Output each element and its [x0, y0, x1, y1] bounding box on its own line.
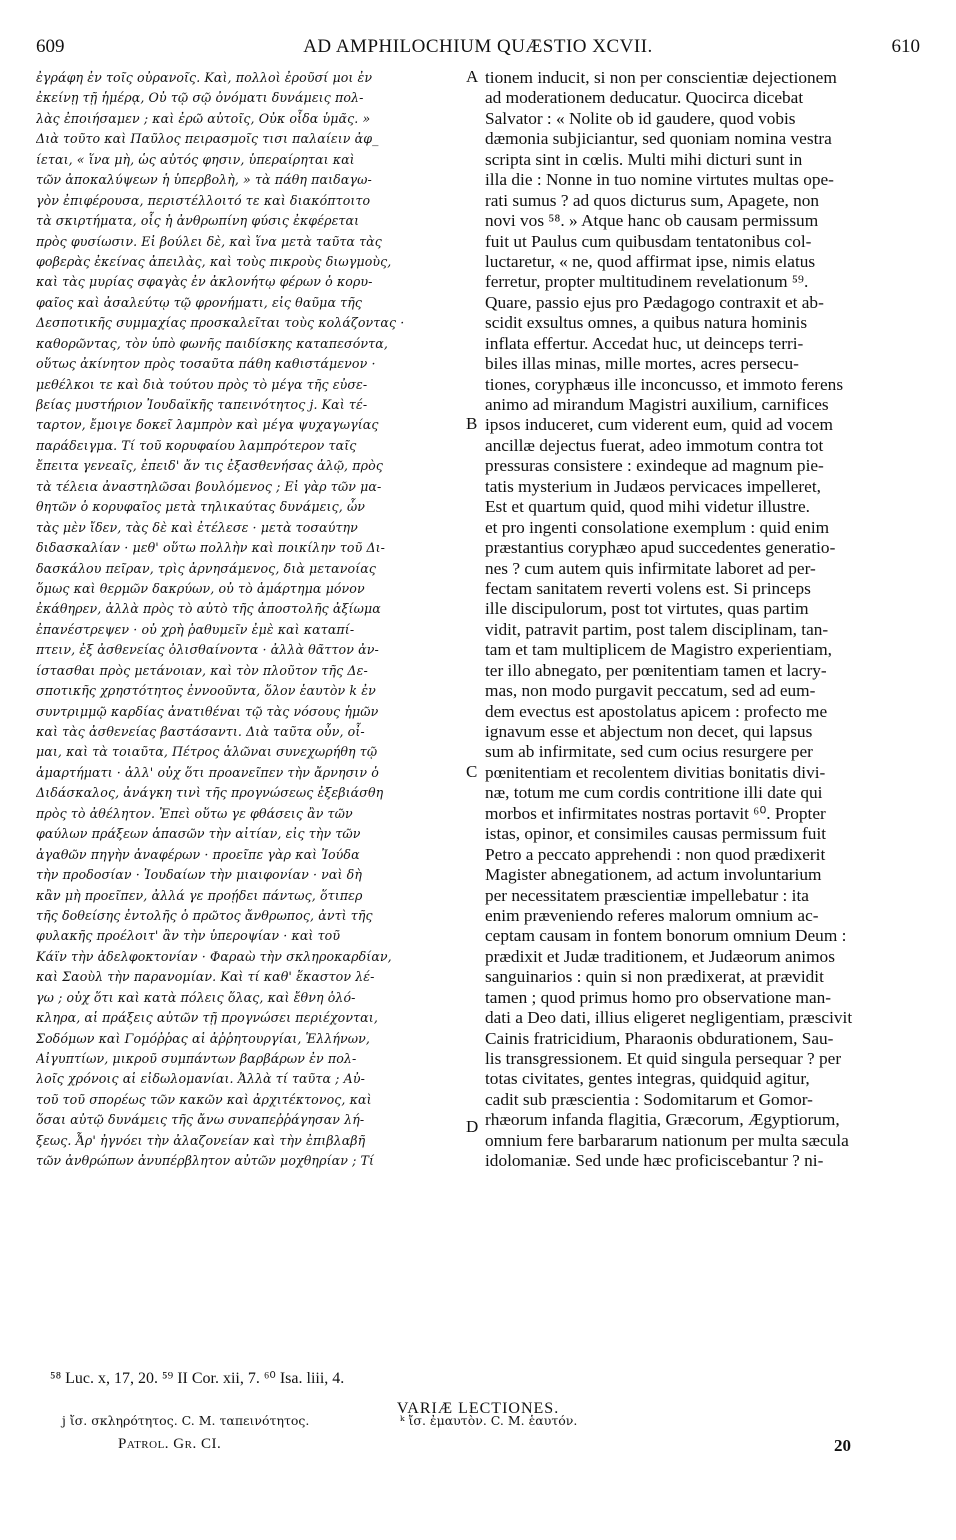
footnotes: ⁵⁸ Luc. x, 17, 20. ⁵⁹ II Cor. xii, 7. ⁶⁰ Isa. liii, 4.: [50, 1370, 345, 1387]
printer-signature: Patrol. Gr. CI.: [118, 1436, 222, 1452]
latin-text-line: tiones, coryphæus ille inconcusso, et immoto ferens: [485, 374, 844, 394]
page-number-right: 610: [891, 36, 920, 57]
greek-text-line: Δεσποτικῆς συμμαχίας προσκαλεῖται τοὺς κολάζοντας ·: [36, 315, 405, 331]
greek-text-line: γὸν ἐπιφέρουσα, περιστέλλοιτό τε καὶ διακόπτοιτο: [36, 192, 371, 208]
latin-text-line: biles illas minas, mille mortes, acres persecu-: [485, 354, 799, 374]
latin-text-line: tionem inducit, si non per conscientiæ dejectionem: [485, 68, 837, 87]
greek-text-line: καθορῶντας, τὸν ὑπὸ φωνῆς παιδίσκης καταπεσόντα,: [36, 335, 388, 351]
latin-text-line: vidit, patravit partim, post talem disciplinam, tan-: [485, 619, 829, 639]
greek-text-line: ἀγαθῶν πηγὴν ἀναφέρων · προεῖπε γὰρ καὶ Ἰούδα: [36, 846, 360, 862]
greek-text-line: κἂν μὴ προεῖπεν, ἀλλά γε προῄδει πάντως, ὅτιπερ: [36, 887, 363, 903]
latin-column: [485, 68, 920, 1172]
latin-text-line: Est et quartum quid, quod mihi videtur illustre.: [485, 497, 810, 517]
latin-text-line: Magister abnegationem, ad actum involuntarium: [485, 865, 822, 885]
latin-text-line: animo ad mirandum Magistri auxilium, carnifices: [485, 395, 829, 414]
latin-text-line: ter illo abnegato, per pœnitentiam tamen et lacry-: [485, 660, 827, 680]
latin-text-line: tatis mysterium in Judæos pervicaces impelleret,: [485, 476, 821, 496]
greek-text-line: ὅμως καὶ θερμῶν δακρύων, οὐ τὸ ἁμάρτημα μόνον: [36, 580, 365, 596]
greek-text-line: τὰ τέλεια ἀναστηλῶσαι βουλόμενος ; Εἰ γὰρ τῶν μα-: [36, 478, 382, 494]
latin-text-line: prædixit et Judæ traditionem, et Judæorum animos: [485, 946, 835, 966]
latin-text-line: ad moderationem deducatur. Quocirca dicebat: [485, 88, 804, 108]
greek-text-line: τῶν ἀποκαλύψεων ἡ ὑπερβολὴ, » τὰ πάθη παιδαγω-: [36, 172, 372, 188]
latin-text-line: sum ab infirmitate, sed cum ocius resurgere per: [485, 742, 813, 762]
latin-text-line: scidit exsultus omnes, a quibus natura hominis: [485, 313, 808, 333]
latin-text-line: istas, opinor, et consimiles causas permissum fuit: [485, 824, 827, 844]
latin-text-line: fectam sanitatem reverti volens est. Si princeps: [485, 578, 811, 598]
greek-text-line: μαι, καὶ τὰ τοιαῦτα, Πέτρος ἁλῶναι συνεχωρήθη τῷ: [36, 744, 378, 760]
running-header: [36, 36, 920, 62]
latin-text-line: Quare, passio ejus pro Pædagogo contraxit et ab-: [485, 292, 824, 312]
latin-text-line: inflata effertur. Accedat huc, ut deinceps terri-: [485, 333, 804, 353]
greek-text-line: τῶν ἀνθρώπων ἀνυπέρβλητον αὐτῶν μοχθηρίαν ; Τί: [36, 1153, 375, 1169]
variant-reading-k: ᵏ ἴσ. ἐμαυτὸν. C. M. ἑαυτόν.: [400, 1413, 578, 1428]
latin-text-line: enim præveniendo referes malorum omnium ac-: [485, 905, 819, 925]
latin-text-line: Cainis fratricidium, Pharaonis obdurationem, Sau-: [485, 1028, 834, 1048]
latin-text-line: et pro ingenti consolatione exemplum : quid enim: [485, 517, 830, 537]
greek-text-line: ταρτον, ἔμοιγε δοκεῖ λαμπρὸν καὶ μέγα ψυχαγωγίας: [36, 417, 379, 433]
latin-text-line: tamen ; quod primus homo pro observatione man-: [485, 987, 832, 1007]
variant-reading-j: j ἴσ. σκληρότητος. C. M. ταπεινότητος.: [62, 1413, 310, 1428]
greek-text-line: φαῖος καὶ ἀσαλεύτῳ τῷ φρονήματι, εἰς θαῦμα τῆς: [36, 294, 363, 310]
latin-text-line: scripta sint in cœlis. Multi mihi dicturi sunt in: [485, 149, 803, 169]
greek-text-line: τὰ σκιρτήματα, οἷς ἡ ἀνθρωπίνη φύσις ἐκφέρεται: [36, 213, 360, 229]
latin-text-line: luctaretur, « ne, quod affirmat ipse, nimis elatus: [485, 251, 816, 271]
latin-text-line: sanguinarios : quin si non prædixerat, at prævidit: [485, 967, 824, 987]
latin-text-line: ille discipulorum, post tot virtutes, quas partim: [485, 599, 809, 619]
greek-text-line: ίεται, « ἵνα μὴ, ὡς αὐτός φησιν, ὑπεραίρηται καὶ: [36, 151, 355, 167]
greek-text-line: τὰς μὲν ἴδεν, τὰς δὲ καὶ ἐτέλεσε · μετὰ τοσαύτην: [36, 519, 358, 535]
margin-marker-d: D: [466, 1117, 479, 1136]
latin-text-line: præstantius coryphæo apud succedentes generatio-: [485, 538, 836, 558]
latin-text-line: ancillæ dejectus fuerat, adeo immotum contra tot: [485, 435, 824, 455]
variae-lectiones-title: VARIÆ LECTIONES.: [396, 1400, 560, 1417]
latin-text-line: per necessitatem præscientiæ impellebatur : ita: [485, 885, 809, 905]
greek-text-line: ἔπειτα γενεαῖς, ἐπειδ' ἄν τις ἐξασθενήσας ἁλῷ, πρὸς: [36, 458, 383, 474]
latin-text-line: omnium fere barbararum nationum per multa sæcula: [485, 1130, 849, 1150]
latin-text-line: Salvator : « Nolite ob id gaudere, quod vobis: [485, 108, 796, 128]
sheet-number: 20: [834, 1436, 851, 1455]
latin-text-line: rhæorum infanda flagitia, Græcorum, Ægyptiorum,: [485, 1110, 840, 1130]
greek-text-line: λὰς ἐποιήσαμεν ; καὶ ἐρῶ αὐτοῖς, Οὐκ οἶδα ὑμᾶς. »: [36, 110, 371, 126]
running-title: AD AMPHILOCHIUM QUÆSTIO XCVII.: [303, 36, 653, 57]
latin-text-line: pressuras consistere : exindeque ad magnum pie-: [485, 456, 824, 476]
greek-text-line: ἐκείνῃ τῇ ἡμέρᾳ, Οὐ τῷ σῷ ὀνόματι δυνάμεις πολ-: [36, 90, 364, 106]
greek-text-line: λοῖς χρόνοις αἱ εἰδωλομανίαι. Ἀλλὰ τί ταῦτα ; Αὐ-: [36, 1071, 365, 1087]
greek-text-line: πρὸς φυσίωσιν. Εἰ βούλει δὲ, καὶ ἵνα μετὰ ταῦτα τὰς: [36, 233, 382, 249]
greek-text-line: καὶ τὰς ἀσθενείας βαστάσαντι. Διὰ ταῦτα οὖν, οἶ-: [36, 724, 365, 739]
latin-text-line: mas, non modo purgavit peccatum, sed ad eum-: [485, 681, 816, 701]
latin-text-line: næ, totum me cum cordis contritione illi date qui: [485, 783, 823, 803]
margin-marker-c: C: [466, 762, 478, 781]
latin-text-line: ferretur, propter multitudinem revelationum ⁵⁹.: [485, 272, 809, 292]
greek-text-line: φοβερὰς ἐκείνας ἀπειλὰς, καὶ τοὺς πικροὺς διωγμοὺς,: [36, 253, 392, 269]
latin-text-line: cadit sub præscientia : Sodomitarum et Gomor-: [485, 1089, 813, 1109]
greek-text-line: παράδειγμα. Τί τοῦ κορυφαίου λαμπρότερον ταῖς: [36, 437, 357, 453]
greek-column: [36, 68, 466, 1172]
greek-text-line: πρὸς τὸ ἀθέλητον. Ἐπεὶ οὕτω γε φθάσεις ἂν τῶν: [36, 805, 353, 821]
greek-text-line: οὕτως ἀκίνητον πρὸς τοσαῦτα πάθη καθιστάμενον ·: [36, 356, 376, 372]
latin-text-line: illa die : Nonne in tuo nomine virtutes multas ope-: [485, 170, 834, 190]
latin-text-line: dem evectus est apostolatus apicem : profecto me: [485, 701, 828, 721]
latin-text-line: ignavum esse et abjectum non decet, qui lapsus: [485, 722, 813, 741]
latin-text-line: Petro a peccato apprehendi : non quod prædixerit: [485, 844, 826, 864]
latin-text-line: dæmonia subjiciantur, sed quoniam nomina vestra: [485, 129, 832, 149]
latin-text-line: pœnitentiam et recolentem divitias bonitatis divi-: [485, 762, 826, 782]
greek-text-line: ἐκάθηρεν, ἀλλὰ πρὸς τὸ αὐτὸ τῆς ἀποστολῆς ἀξίωμα: [36, 601, 381, 617]
latin-text-line: lis transgressionem. Et quid singula persequar ? per: [485, 1049, 842, 1068]
latin-text-line: novi vos ⁵⁸. » Atque hanc ob causam permissum: [485, 211, 819, 231]
greek-text-line: ίστασθαι πρὸς μετάνοιαν, καὶ τὸν πλοῦτον τῆς Δε-: [36, 662, 368, 678]
greek-text-line: ἐπανέστρεψεν · οὐ χρὴ ῥαθυμεῖν ἐμὲ καὶ καταπί-: [36, 621, 355, 637]
latin-text-line: morbos et infirmitates nostras portavit ⁶⁰. Propter: [485, 803, 826, 823]
greek-text-line: κληρα, αἱ πράξεις αὐτῶν τῇ προγνώσει περιέχονται,: [36, 1010, 378, 1026]
latin-text-line: tam et tam multiplicem de Magistro experientiam,: [485, 640, 832, 660]
greek-text-line: Διδάσκαλος, ἀνάγκη τινὶ τῆς προγνώσεως ἐξεβιάσθη: [36, 785, 384, 801]
greek-text-line: Αἰγυπτίων, μικροῦ συμπάντων βαρβάρων ἐν πολ-: [36, 1051, 357, 1066]
greek-text-line: ἐγράφη ἐν τοῖς οὐρανοῖς. Καὶ, πολλοὶ ἐροῦσί μοι ἐν: [36, 70, 373, 85]
latin-text-line: fuit ut Paulus cum quibusdam tentatonibus col-: [485, 231, 812, 251]
margin-marker-a: A: [466, 67, 479, 86]
latin-text-line: idolomaniæ. Sed unde hæc proficiscebantur ? ni-: [485, 1151, 824, 1171]
greek-text-line: Κάϊν τὴν ἀδελφοκτονίαν · Φαραὼ τὴν σκληροκαρδίαν,: [36, 948, 392, 964]
latin-text-line: totas civitates, gentes integras, quidquid agitur,: [485, 1069, 810, 1089]
greek-text-line: φαύλων πράξεων ἁπασῶν τὴν αἰτίαν, εἰς τὴν τῶν: [36, 826, 361, 842]
greek-text-line: φυλακῆς προέλοιτ' ἂν τὴν ὑπεροψίαν · καὶ τοῦ: [36, 928, 341, 944]
page-number-left: 609: [36, 36, 65, 57]
greek-text-line: ὅσαι αὐτῷ δυνάμεις τῆς ἄνω συναπεῤῥάγησαν λή-: [36, 1112, 365, 1128]
latin-text-line: dati a Deo dati, illius eligeret negligentiam, præscivit: [485, 1008, 853, 1028]
greek-text-line: τοῦ τοῦ σπορέως τῶν κακῶν καὶ ἀρχιτέκτονος, καὶ: [36, 1091, 372, 1107]
greek-text-line: τὴν προδοσίαν · Ἰουδαίων τὴν μιαιφονίαν · ναὶ δὴ: [36, 867, 362, 883]
latin-text-line: nes ? cum autem quis infirmitate laboret ad per-: [485, 558, 816, 578]
greek-text-line: Σοδόμων καὶ Γομόῤῥας αἱ ἀῤῥητουργίαι, Ἑλλήνων,: [36, 1030, 371, 1046]
margin-marker-b: B: [466, 414, 478, 433]
greek-text-line: θητῶν ὁ κορυφαῖος μετὰ τηλικαύτας δυνάμεις, ὧν: [36, 499, 366, 515]
greek-text-line: πτειν, ἐξ ἀσθενείας ὀλισθαίνοντα · ἀλλὰ θᾶττον ἀν-: [36, 642, 379, 658]
greek-text-line: διδασκαλίαν · μεθ' οὕτω πολλὴν καὶ ποικίλην τοῦ Δι-: [36, 540, 386, 556]
greek-text-line: μεθέλκοι τε καὶ διὰ τούτου πρὸς τὸ μέγα τῆς εὐσε-: [36, 376, 368, 392]
greek-text-line: γω ; οὐχ ὅτι καὶ κατὰ πόλεις ὅλας, καὶ ἔθνη ὁλό-: [36, 989, 356, 1005]
greek-text-line: καὶ Σαοὺλ τὴν παρανομίαν. Καὶ τί καθ' ἕκαστον λέ-: [36, 969, 375, 985]
latin-text-line: ceptam causam in fontem bonorum omnium Deum :: [485, 926, 847, 946]
latin-text-line: rati sumus ? ad quos dicturus sum, Apagete, non: [485, 190, 820, 210]
greek-text-line: ἁμαρτήματι · ἀλλ' οὐχ ὅτι προανεῖπεν τὴν ἄρνησιν ὁ: [36, 764, 379, 780]
greek-text-line: καὶ τὰς μυρίας σφαγὰς ἐν ἀκλονήτῳ φέρων ὁ κορυ-: [36, 274, 373, 290]
latin-text-line: ipsos induceret, cum viderent eum, quid ad vocem: [485, 415, 833, 435]
greek-text-line: συντριμμῷ καρδίας ἀνατιθέναι τῷ τὰς νόσους ἡμῶν: [36, 703, 379, 719]
greek-text-line: τῆς δοθείσης ἐντολῆς ὁ πρῶτος ἄνθρωπος, ἀντὶ τῆς: [36, 907, 373, 923]
greek-text-line: Διὰ τοῦτο καὶ Παῦλος πειρασμοῖς τισι παλαίειν ἀφ_: [36, 131, 379, 147]
greek-text-line: ξεως. Ἆρ' ἠγνόει τὴν ἀλαζονείαν καὶ τὴν ἐπιβλαβῆ: [36, 1132, 366, 1148]
greek-text-line: δασκάλου πεῖραν, τρὶς ἀρνησάμενος, διὰ μετανοίας: [36, 560, 377, 576]
greek-text-line: σποτικῆς χρηστότητος ἐννοοῦντα, ὅλον ἑαυτὸν k ἐν: [36, 683, 376, 699]
greek-text-line: βείας μυστήριον Ἰουδαϊκῆς ταπεινότητος j. Καὶ τέ-: [36, 397, 368, 412]
